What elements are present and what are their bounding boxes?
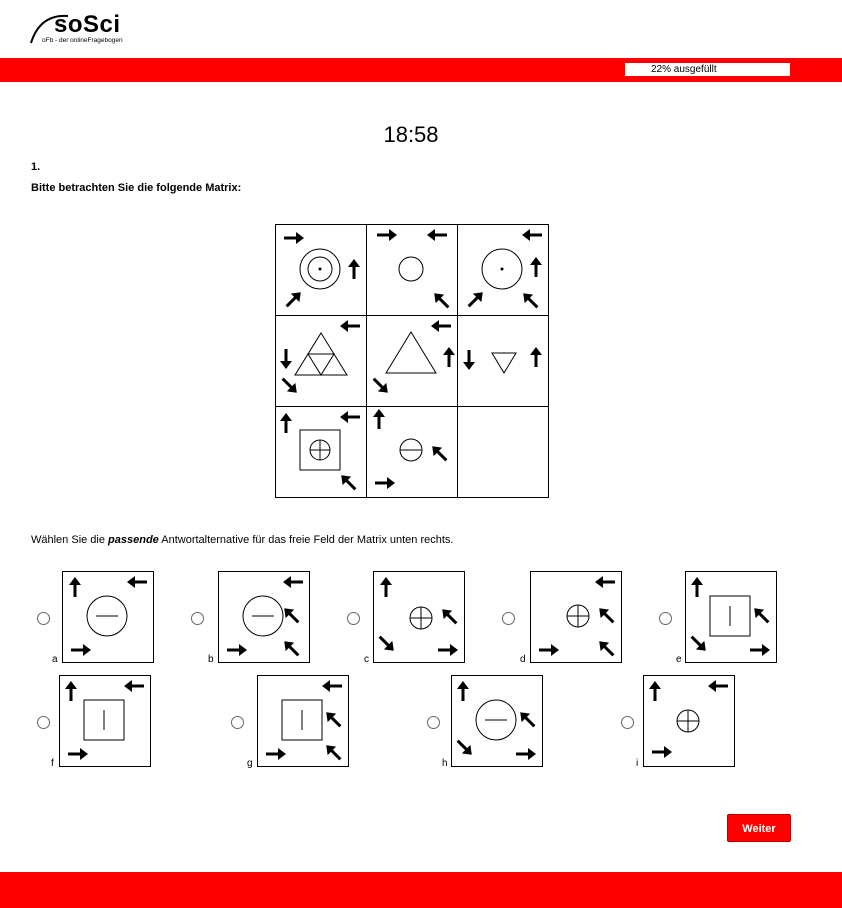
answer-figure-f[interactable] — [59, 675, 151, 767]
answer-label-d: d — [520, 654, 526, 665]
answer-label-i: i — [636, 758, 639, 769]
answer-radio-b[interactable] — [191, 612, 204, 625]
answer-figure-d[interactable] — [530, 571, 622, 663]
countdown-timer: 18:58 — [383, 122, 439, 147]
answer-label-g: g — [247, 758, 253, 769]
matrix-cell-1-2 — [377, 229, 453, 312]
answer-figure-a[interactable] — [62, 571, 154, 663]
matrix-figure — [275, 224, 549, 498]
answer-radio-g[interactable] — [231, 716, 244, 729]
progress-indicator — [625, 63, 790, 76]
matrix-cell-3-2 — [373, 409, 451, 489]
answer-label-a: a — [52, 654, 58, 665]
answer-figure-i[interactable] — [643, 675, 735, 767]
matrix-cell-3-1 — [280, 411, 360, 494]
answer-label-c: c — [364, 654, 369, 665]
answer-label-e: e — [676, 654, 682, 665]
matrix-cell-1-3 — [464, 229, 542, 312]
answer-radio-a[interactable] — [37, 612, 50, 625]
answer-figure-g[interactable] — [257, 675, 349, 767]
answer-label-f: f — [51, 758, 54, 769]
question-prompt: Bitte betrachten Sie die folgende Matrix: — [31, 182, 242, 194]
footer-bar — [0, 872, 842, 908]
answer-radio-f[interactable] — [37, 716, 50, 729]
answer-figure-e[interactable] — [685, 571, 777, 663]
answer-figure-h[interactable] — [451, 675, 543, 767]
matrix-cell-2-1 — [278, 320, 360, 397]
logo-subtitle: oFb - der onlineFragebogen — [42, 37, 123, 44]
answer-figure-b[interactable] — [218, 571, 310, 663]
matrix-cell-2-3 — [463, 347, 542, 373]
progress-text: 22% ausgefüllt — [651, 64, 717, 75]
instruction-text: Wählen Sie die passende Antwortalternative für das freie Feld der Matrix unten rechts. — [31, 534, 454, 546]
answer-radio-c[interactable] — [347, 612, 360, 625]
matrix-cell-2-2 — [369, 320, 455, 397]
question-number: 1. — [31, 161, 41, 173]
answer-radio-h[interactable] — [427, 716, 440, 729]
answer-radio-d[interactable] — [502, 612, 515, 625]
matrix-cell-1-1 — [282, 232, 360, 311]
logo-text: soSci — [54, 11, 121, 38]
answer-label-b: b — [208, 654, 214, 665]
answer-radio-i[interactable] — [621, 716, 634, 729]
answer-figure-c[interactable] — [373, 571, 465, 663]
answer-label-h: h — [442, 758, 448, 769]
next-button[interactable]: Weiter — [727, 814, 791, 842]
answer-radio-e[interactable] — [659, 612, 672, 625]
